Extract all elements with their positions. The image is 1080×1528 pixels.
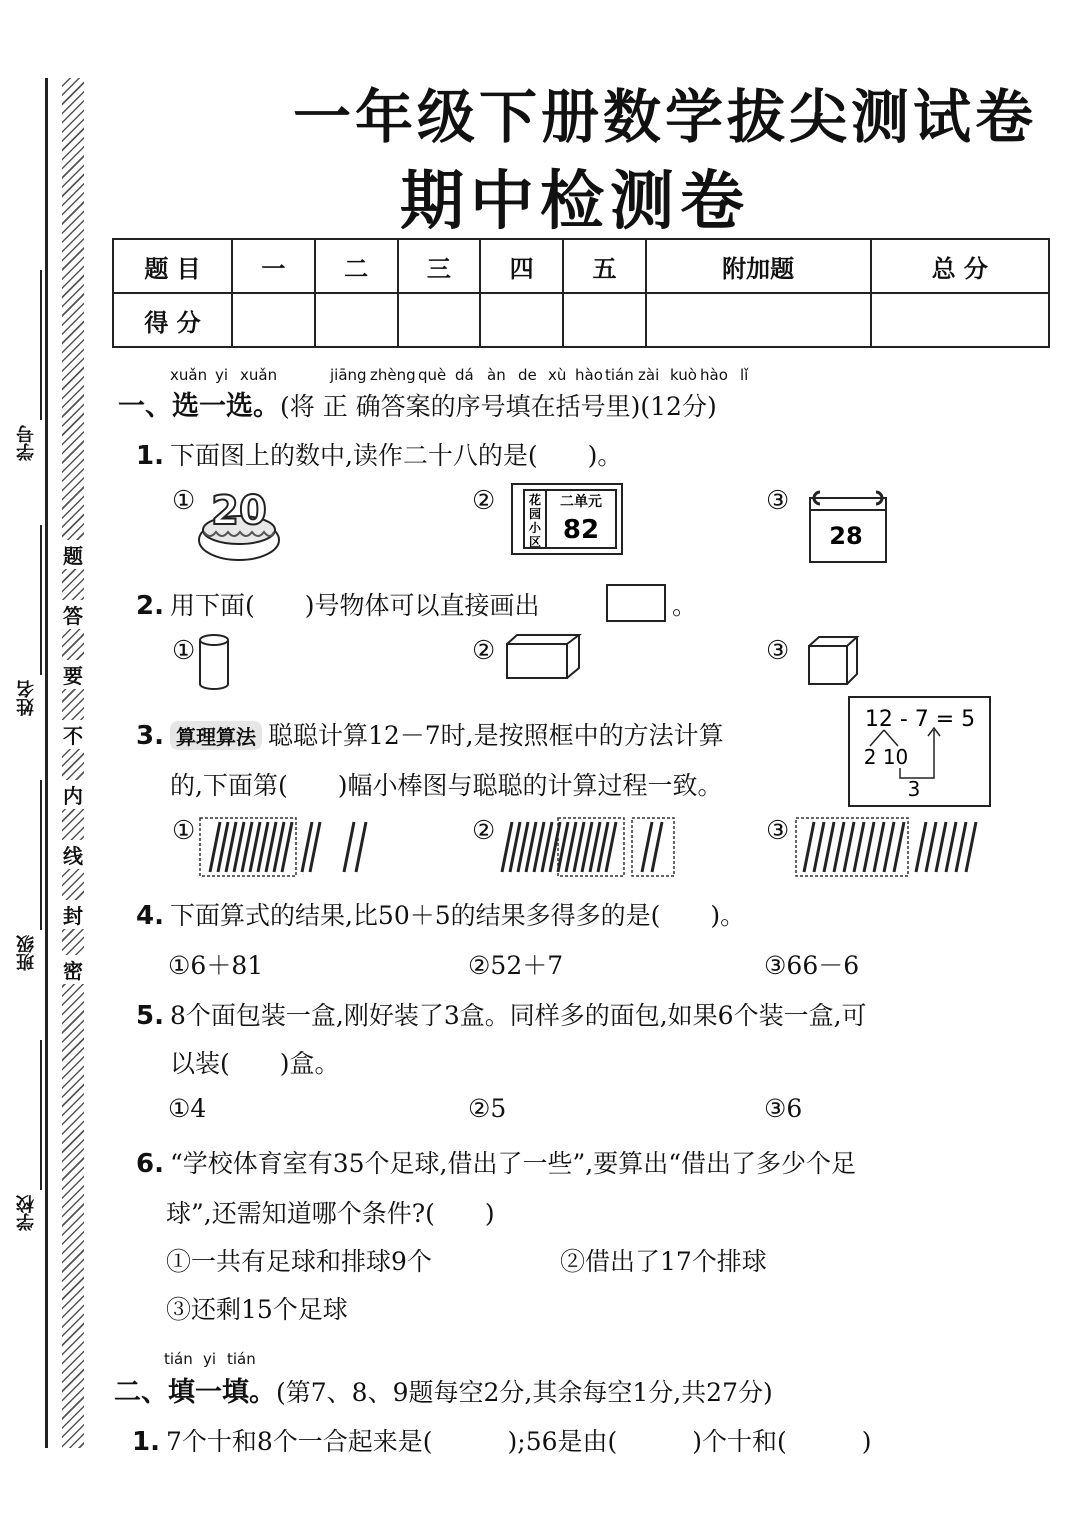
- score-row-label: 得 分: [113, 293, 232, 347]
- door-side-char: 区: [528, 535, 542, 549]
- door-plate-icon: [510, 480, 626, 558]
- question-text: 下面算式的结果,比50＋5的结果多得多的是( )。: [169, 901, 746, 930]
- option-3[interactable]: ③6: [764, 1094, 803, 1123]
- question-3: [136, 716, 724, 752]
- seal-line-hatch: [62, 78, 84, 1448]
- pinyin: àn: [487, 366, 506, 384]
- school-field[interactable]: [40, 1040, 42, 1190]
- question-number: 6.: [136, 1149, 164, 1179]
- pinyin: de: [518, 366, 537, 384]
- question-5-line2: 以装( )盒。: [170, 1049, 340, 1078]
- seal-char: 题: [58, 540, 88, 569]
- binding-line: [45, 78, 48, 1448]
- option-marker[interactable]: ①: [172, 486, 196, 516]
- question-text: 用下面( )号物体可以直接画出: [169, 591, 540, 620]
- score-cell[interactable]: [398, 293, 481, 347]
- seal-char: 要: [58, 660, 88, 689]
- seal-char: 答: [58, 600, 88, 629]
- class-field[interactable]: [40, 780, 42, 930]
- question-number: 1.: [132, 1427, 160, 1457]
- option-2[interactable]: ②借出了17个排球: [560, 1247, 767, 1276]
- method-result: 3: [907, 777, 921, 801]
- seal-char: 不: [58, 720, 88, 749]
- option-marker[interactable]: ③: [766, 636, 790, 666]
- option-1[interactable]: ①6＋81: [168, 951, 264, 980]
- question-text: 8个面包装一盒,刚好装了3盒。同样多的面包,如果6个装一盒,可: [169, 1001, 867, 1030]
- calendar-icon: [804, 484, 890, 566]
- option-2[interactable]: ②52＋7: [468, 951, 564, 980]
- door-side-char: 花: [528, 493, 542, 507]
- section1-instruction: (将 正 确答案的序号填在括号里)(12分): [280, 392, 717, 421]
- door-side-char: 小: [528, 521, 542, 535]
- question-2: [136, 586, 539, 622]
- pinyin: yi: [203, 1350, 217, 1368]
- pinyin: zài: [638, 366, 660, 384]
- question-number: 4.: [136, 901, 164, 931]
- option-3[interactable]: ③还剩15个足球: [166, 1295, 348, 1324]
- question-text: 下面图上的数中,读作二十八的是( )。: [169, 441, 623, 470]
- option-marker[interactable]: ②: [472, 816, 496, 846]
- score-cell[interactable]: [315, 293, 398, 347]
- option-marker[interactable]: ③: [766, 816, 790, 846]
- score-header: 总 分: [871, 239, 1050, 293]
- class-label: 班级: [16, 935, 37, 971]
- topic-tag: 算理算法: [170, 721, 262, 750]
- page-subtitle: 期中检测卷: [400, 165, 750, 239]
- cake-number: 20: [211, 488, 267, 534]
- pinyin: tián: [605, 366, 634, 384]
- pinyin: què: [418, 366, 447, 384]
- option-marker[interactable]: ①: [172, 816, 196, 846]
- method-split: 2 10: [863, 745, 909, 769]
- door-label: 二单元: [560, 494, 602, 510]
- cuboid-icon: [504, 632, 584, 682]
- score-cell[interactable]: [563, 293, 646, 347]
- score-header: 二: [315, 239, 398, 293]
- score-header: 一: [232, 239, 315, 293]
- question-number: 1.: [136, 441, 164, 471]
- question-text: 7个十和8个一合起来是( );56是由( )个十和( ): [165, 1427, 872, 1456]
- question-6-line2: 球”,还需知道哪个条件?( ): [166, 1199, 495, 1228]
- page-title: 一年级下册数学拔尖测试卷: [292, 83, 1037, 151]
- option-marker[interactable]: ①: [172, 636, 196, 666]
- question-number: 5.: [136, 1001, 164, 1031]
- score-header: 五: [563, 239, 646, 293]
- option-1[interactable]: ①一共有足球和排球9个: [166, 1247, 432, 1276]
- section2-label: 二、填一填。: [114, 1377, 276, 1408]
- school-label: 学校: [16, 1195, 37, 1231]
- section1-heading: [118, 384, 717, 423]
- question-text: 聪聪计算12－7时,是按照框中的方法计算: [267, 721, 724, 750]
- question-5: [136, 996, 867, 1032]
- pinyin: hào: [575, 366, 603, 384]
- question-4: [136, 896, 745, 932]
- seal-char: 内: [58, 780, 88, 809]
- section2-instruction: (第7、8、9题每空2分,其余每空1分,共27分): [276, 1378, 773, 1407]
- pinyin: xuǎn: [170, 366, 208, 384]
- seal-char: 线: [58, 840, 88, 869]
- option-1[interactable]: ①4: [168, 1094, 207, 1123]
- question-text-end: 。: [672, 591, 698, 620]
- pinyin: dá: [455, 366, 474, 384]
- sticks-diagram-2: [496, 814, 682, 880]
- pinyin: zhèng: [370, 366, 416, 384]
- cube-icon: [806, 634, 860, 688]
- calendar-number: 28: [829, 522, 863, 550]
- method-box: [848, 696, 992, 808]
- pinyin: yi: [215, 366, 229, 384]
- pinyin: jiāng: [330, 366, 367, 384]
- option-3[interactable]: ③66－6: [764, 951, 860, 980]
- cake-icon: [196, 482, 282, 564]
- question-number: 2.: [136, 591, 164, 621]
- pinyin: xuǎn: [240, 366, 278, 384]
- question-text: “学校体育室有35个足球,借出了一些”,要算出“借出了多少个足: [169, 1149, 857, 1178]
- option-marker[interactable]: ②: [472, 636, 496, 666]
- section2-heading: [114, 1370, 773, 1409]
- sticks-diagram-3: [792, 814, 988, 880]
- option-marker[interactable]: ②: [472, 486, 496, 516]
- door-number: 82: [562, 515, 600, 545]
- score-cell[interactable]: [871, 293, 1050, 347]
- pinyin: lǐ: [740, 366, 749, 384]
- question-number: 3.: [136, 721, 164, 751]
- score-header: 三: [398, 239, 481, 293]
- question-6: [136, 1144, 856, 1180]
- section2-question-1: [132, 1422, 872, 1458]
- question-1: [136, 436, 622, 472]
- method-equation: 12 - 7 = 5: [864, 707, 976, 732]
- sticks-diagram-1: [196, 814, 376, 880]
- option-2[interactable]: ②5: [468, 1094, 507, 1123]
- score-table: [112, 238, 1050, 348]
- pinyin: tián: [227, 1350, 256, 1368]
- student-number-field[interactable]: [40, 270, 42, 420]
- option-marker[interactable]: ③: [766, 486, 790, 516]
- pinyin: tián: [164, 1350, 193, 1368]
- score-cell[interactable]: [646, 293, 871, 347]
- pinyin: hào: [700, 366, 728, 384]
- score-header: 题 目: [113, 239, 232, 293]
- rectangle-shape: [606, 584, 666, 622]
- score-header: 附加题: [646, 239, 871, 293]
- cylinder-icon: [196, 632, 236, 694]
- pinyin: kuò: [670, 366, 697, 384]
- name-label: 姓名: [16, 680, 37, 716]
- door-side-char: 园: [528, 507, 542, 521]
- name-field[interactable]: [40, 525, 42, 675]
- score-header: 四: [480, 239, 563, 293]
- score-cell[interactable]: [480, 293, 563, 347]
- seal-char: 封: [58, 900, 88, 929]
- section1-label: 一、选一选。: [118, 391, 280, 422]
- score-cell[interactable]: [232, 293, 315, 347]
- seal-char: 密: [58, 955, 88, 984]
- student-number-label: 学号: [16, 425, 37, 461]
- question-3-line2: 的,下面第( )幅小棒图与聪聪的计算过程一致。: [170, 771, 723, 800]
- pinyin: xù: [548, 366, 567, 384]
